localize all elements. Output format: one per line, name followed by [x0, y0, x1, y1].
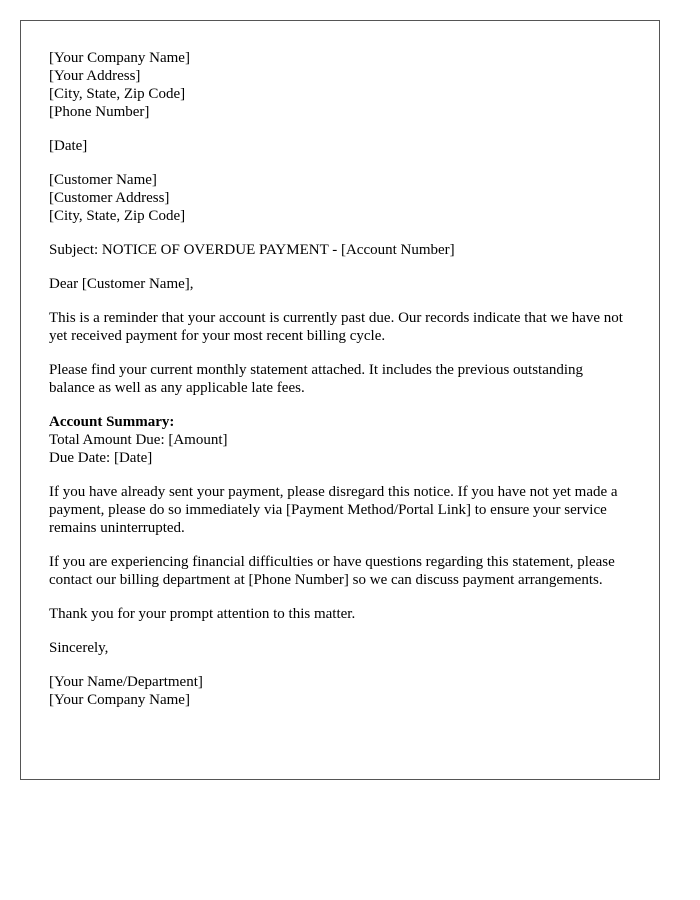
sender-company: [Your Company Name] [49, 50, 190, 66]
signature-block [49, 673, 631, 709]
recipient-city-state-zip: [City, State, Zip Code] [49, 208, 186, 224]
salutation: Dear [Customer Name], [49, 276, 194, 292]
signature-name: [Your Name/Department] [49, 674, 203, 690]
letter-page [20, 20, 660, 780]
account-summary-heading: Account Summary: [49, 414, 175, 430]
total-amount-due: Total Amount Due: [Amount] [49, 432, 228, 448]
subject-line: Subject: NOTICE OF OVERDUE PAYMENT - [Account Number] [49, 242, 455, 258]
letter-date: [Date] [49, 138, 88, 154]
sender-phone: [Phone Number] [49, 104, 150, 120]
recipient-address: [Customer Address] [49, 190, 170, 206]
paragraph-statement: Please find your current monthly statement attached. It includes the previous outstanding balance as well as any applicable late fees. [49, 362, 584, 396]
closing: Sincerely, [49, 640, 109, 656]
account-summary [49, 413, 631, 467]
recipient-name: [Customer Name] [49, 172, 157, 188]
sender-city-state-zip: [City, State, Zip Code] [49, 86, 186, 102]
date-block [49, 137, 631, 155]
recipient-block [49, 171, 631, 225]
due-date: Due Date: [Date] [49, 450, 153, 466]
paragraph-thanks: Thank you for your prompt attention to this matter. [49, 606, 356, 622]
signature-company: [Your Company Name] [49, 692, 190, 708]
paragraph-difficulties: If you are experiencing financial difficulties or have questions regarding this statement, please contact our billing department at [Phone Number] so we can discuss payment arrangements. [49, 554, 615, 588]
paragraph-payment: If you have already sent your payment, please disregard this notice. If you have not yet made a payment, please do so immediately via [Payment Method/Portal Link] to ensure your service remains uninterrupted. [49, 484, 618, 536]
sender-address: [Your Address] [49, 68, 141, 84]
paragraph-reminder: This is a reminder that your account is currently past due. Our records indicate that we have not yet received payment for your most recent billing cycle. [49, 310, 623, 344]
sender-block [49, 49, 631, 121]
